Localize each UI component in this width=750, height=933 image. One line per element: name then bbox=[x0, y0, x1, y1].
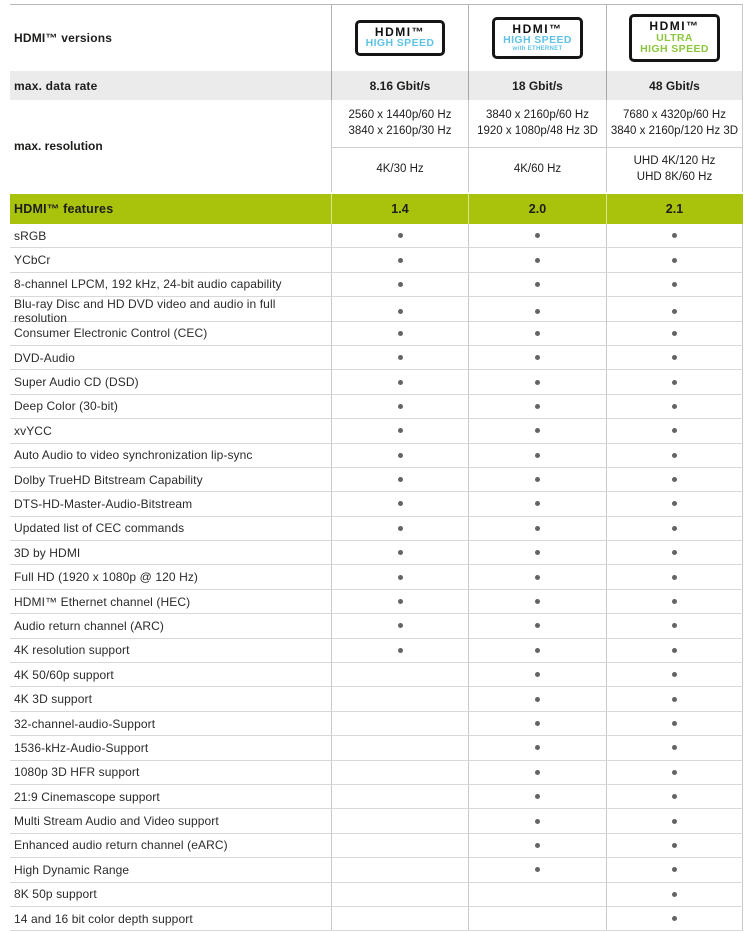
bullet-dot bbox=[535, 599, 540, 604]
feature-support-cell bbox=[606, 614, 743, 637]
feature-support-cell bbox=[468, 248, 606, 271]
feature-row bbox=[10, 761, 743, 785]
feature-support-cell bbox=[331, 517, 468, 540]
feature-support-cell bbox=[468, 907, 606, 930]
feature-support-cell bbox=[468, 346, 606, 369]
feature-support-cell bbox=[606, 370, 743, 393]
feature-support-cell bbox=[606, 541, 743, 564]
bullet-dot bbox=[535, 623, 540, 628]
bullet-dot bbox=[398, 233, 403, 238]
feature-support-cell bbox=[468, 444, 606, 467]
bullet-dot bbox=[535, 404, 540, 409]
bullet-dot bbox=[535, 233, 540, 238]
feature-label: DVD-Audio bbox=[14, 350, 75, 365]
feature-label: xvYCC bbox=[14, 423, 52, 438]
feature-support-cell bbox=[606, 517, 743, 540]
resolution-line: UHD 8K/60 Hz bbox=[636, 171, 713, 183]
feature-support-cell bbox=[606, 590, 743, 613]
logo-text-high-speed: HIGH SPEED bbox=[365, 37, 435, 50]
resolution-line: 4K/60 Hz bbox=[513, 163, 562, 176]
bullet-dot bbox=[398, 258, 403, 263]
resolution-line: 4K/30 Hz bbox=[376, 163, 424, 176]
bullet-dot bbox=[535, 501, 540, 506]
hdmi-wordmark: HDMI™ bbox=[374, 24, 426, 39]
bullet-dot bbox=[672, 843, 677, 848]
feature-support-cell bbox=[468, 761, 606, 784]
data-rate-value-1-4: 8.16 Gbit/s bbox=[331, 71, 468, 100]
bullet-dot bbox=[398, 550, 403, 555]
bullet-dot bbox=[398, 404, 403, 409]
feature-label: sRGB bbox=[14, 228, 47, 243]
feature-row bbox=[10, 663, 743, 687]
feature-support-cell bbox=[331, 224, 468, 247]
bullet-dot bbox=[398, 477, 403, 482]
hdmi-wordmark: HDMI™ bbox=[512, 21, 563, 36]
feature-row bbox=[10, 834, 743, 858]
bullet-dot bbox=[535, 794, 540, 799]
versions-header-label: HDMI™ versions bbox=[14, 31, 113, 45]
feature-label: 21:9 Cinemascope support bbox=[14, 789, 160, 804]
feature-row bbox=[10, 248, 743, 272]
feature-support-cell bbox=[331, 858, 468, 881]
feature-support-cell bbox=[468, 663, 606, 686]
bullet-dot bbox=[672, 526, 677, 531]
feature-support-cell bbox=[468, 858, 606, 881]
feature-support-cell bbox=[606, 883, 743, 906]
feature-row bbox=[10, 517, 743, 541]
bullet-dot bbox=[398, 501, 403, 506]
bullet-dot bbox=[672, 745, 677, 750]
feature-support-cell bbox=[468, 883, 606, 906]
feature-support-cell bbox=[468, 687, 606, 710]
feature-row bbox=[10, 639, 743, 663]
resolution-line: UHD 4K/120 Hz bbox=[633, 155, 716, 168]
bullet-dot bbox=[672, 794, 677, 799]
bullet-dot bbox=[535, 453, 540, 458]
feature-label: Blu-ray Disc and HD DVD video and audio in full resolution bbox=[14, 297, 276, 326]
feature-support-cell bbox=[468, 785, 606, 808]
feature-support-cell bbox=[606, 907, 743, 930]
feature-label: Deep Color (30-bit) bbox=[14, 399, 118, 414]
feature-support-cell bbox=[606, 687, 743, 710]
logo-text-with-ethernet: with ETHERNET bbox=[512, 46, 563, 53]
feature-support-cell bbox=[331, 248, 468, 271]
resolution-line: 3840 x 2160p/30 Hz bbox=[348, 124, 452, 137]
feature-label: 8-channel LPCM, 192 kHz, 24-bit audio capability bbox=[14, 277, 282, 292]
bullet-dot bbox=[535, 745, 540, 750]
feature-row bbox=[10, 541, 743, 565]
feature-support-cell bbox=[468, 565, 606, 588]
bullet-dot bbox=[398, 575, 403, 580]
feature-support-cell bbox=[606, 834, 743, 857]
feature-support-cell bbox=[331, 736, 468, 759]
feature-support-cell bbox=[331, 639, 468, 662]
feature-support-cell bbox=[331, 712, 468, 735]
hdmi-high-speed-logo bbox=[355, 20, 446, 57]
hdmi-comparison-table bbox=[10, 4, 743, 931]
resolution-primary-2-1 bbox=[606, 100, 743, 147]
feature-row bbox=[10, 419, 743, 443]
feature-support-cell bbox=[606, 419, 743, 442]
version-column-hdmi-1-4 bbox=[331, 5, 468, 71]
feature-support-cell bbox=[606, 712, 743, 735]
feature-label: Multi Stream Audio and Video support bbox=[14, 814, 219, 829]
bullet-dot bbox=[398, 526, 403, 531]
bullet-dot bbox=[672, 575, 677, 580]
resolution-line: 1920 x 1080p/48 Hz 3D bbox=[477, 124, 598, 137]
feature-label: 4K resolution support bbox=[14, 643, 130, 658]
feature-support-cell bbox=[468, 834, 606, 857]
feature-row bbox=[10, 468, 743, 492]
feature-row bbox=[10, 370, 743, 394]
feature-support-cell bbox=[606, 639, 743, 662]
resolution-label: max. resolution bbox=[14, 139, 103, 153]
feature-label: 1536-kHz-Audio-Support bbox=[14, 740, 149, 755]
feature-row bbox=[10, 297, 743, 326]
bullet-dot bbox=[535, 575, 540, 580]
bullet-dot bbox=[398, 282, 403, 287]
features-header-label: HDMI™ features bbox=[14, 202, 114, 216]
resolution-line: 7680 x 4320p/60 Hz bbox=[623, 108, 726, 121]
feature-support-cell bbox=[468, 639, 606, 662]
bullet-dot bbox=[535, 309, 540, 314]
feature-support-cell bbox=[468, 517, 606, 540]
feature-support-cell bbox=[331, 785, 468, 808]
version-number-1-4: 1.4 bbox=[331, 194, 468, 224]
feature-support-cell bbox=[468, 468, 606, 491]
bullet-dot bbox=[672, 599, 677, 604]
bullet-dot bbox=[398, 453, 403, 458]
bullet-dot bbox=[535, 770, 540, 775]
feature-support-cell bbox=[331, 883, 468, 906]
resolution-primary-1-4 bbox=[331, 100, 468, 147]
logo-text-high-speed: HIGH SPEED bbox=[503, 34, 572, 47]
bullet-dot bbox=[672, 648, 677, 653]
feature-support-cell bbox=[468, 419, 606, 442]
version-column-hdmi-2-0 bbox=[468, 5, 606, 71]
feature-support-cell bbox=[606, 468, 743, 491]
resolution-secondary-2-0 bbox=[468, 147, 606, 192]
resolution-block bbox=[10, 100, 743, 192]
bullet-dot bbox=[398, 355, 403, 360]
feature-row bbox=[10, 346, 743, 370]
feature-support-cell bbox=[606, 858, 743, 881]
feature-support-cell bbox=[468, 395, 606, 418]
feature-support-cell bbox=[331, 761, 468, 784]
feature-support-cell bbox=[606, 346, 743, 369]
bullet-dot bbox=[398, 380, 403, 385]
feature-support-cell bbox=[331, 834, 468, 857]
feature-rows-container bbox=[10, 224, 743, 931]
feature-support-cell bbox=[331, 370, 468, 393]
bullet-dot bbox=[672, 258, 677, 263]
resolution-line: 2560 x 1440p/60 Hz bbox=[348, 108, 452, 121]
bullet-dot bbox=[535, 843, 540, 848]
feature-support-cell bbox=[468, 809, 606, 832]
feature-label: 14 and 16 bit color depth support bbox=[14, 911, 193, 926]
feature-support-cell bbox=[331, 346, 468, 369]
feature-support-cell bbox=[331, 419, 468, 442]
data-rate-row bbox=[10, 71, 743, 100]
bullet-dot bbox=[535, 867, 540, 872]
bullet-dot bbox=[672, 282, 677, 287]
feature-label: YCbCr bbox=[14, 253, 51, 268]
bullet-dot bbox=[672, 916, 677, 921]
feature-label: Updated list of CEC commands bbox=[14, 521, 185, 536]
feature-support-cell bbox=[468, 541, 606, 564]
bullet-dot bbox=[535, 819, 540, 824]
features-header-row bbox=[10, 194, 743, 224]
data-rate-value-2-0: 18 Gbit/s bbox=[468, 71, 606, 100]
feature-row bbox=[10, 322, 743, 346]
bullet-dot bbox=[672, 672, 677, 677]
bullet-dot bbox=[398, 623, 403, 628]
feature-support-cell bbox=[331, 590, 468, 613]
bullet-dot bbox=[672, 355, 677, 360]
bullet-dot bbox=[535, 331, 540, 336]
feature-row bbox=[10, 883, 743, 907]
bullet-dot bbox=[672, 623, 677, 628]
feature-support-cell bbox=[468, 370, 606, 393]
bullet-dot bbox=[535, 282, 540, 287]
bullet-dot bbox=[535, 697, 540, 702]
feature-support-cell bbox=[331, 541, 468, 564]
bullet-dot bbox=[672, 892, 677, 897]
feature-support-cell bbox=[468, 273, 606, 296]
feature-support-cell bbox=[468, 590, 606, 613]
logo-text-high-speed: HIGH SPEED bbox=[640, 42, 709, 55]
hdmi-high-speed-ethernet-logo bbox=[492, 17, 583, 60]
resolution-secondary-2-1 bbox=[606, 147, 743, 192]
bullet-dot bbox=[672, 233, 677, 238]
feature-row bbox=[10, 224, 743, 248]
bullet-dot bbox=[672, 770, 677, 775]
feature-support-cell bbox=[606, 565, 743, 588]
feature-support-cell bbox=[606, 273, 743, 296]
feature-support-cell bbox=[606, 224, 743, 247]
bullet-dot bbox=[398, 331, 403, 336]
feature-row bbox=[10, 736, 743, 760]
feature-label: HDMI™ Ethernet channel (HEC) bbox=[14, 594, 191, 609]
bullet-dot bbox=[398, 599, 403, 604]
bullet-dot bbox=[535, 526, 540, 531]
feature-support-cell bbox=[468, 322, 606, 345]
bullet-dot bbox=[672, 453, 677, 458]
bullet-dot bbox=[535, 721, 540, 726]
versions-row bbox=[10, 5, 743, 71]
feature-support-cell bbox=[468, 614, 606, 637]
resolution-line: 3840 x 2160p/60 Hz bbox=[486, 108, 589, 121]
feature-support-cell bbox=[606, 492, 743, 515]
hdmi-ultra-high-speed-logo bbox=[629, 14, 720, 62]
bullet-dot bbox=[535, 648, 540, 653]
bullet-dot bbox=[398, 648, 403, 653]
feature-support-cell bbox=[606, 785, 743, 808]
feature-support-cell bbox=[331, 468, 468, 491]
bullet-dot bbox=[672, 550, 677, 555]
feature-row bbox=[10, 492, 743, 516]
hdmi-wordmark: HDMI™ bbox=[649, 19, 700, 34]
bullet-dot bbox=[535, 672, 540, 677]
feature-support-cell bbox=[606, 322, 743, 345]
feature-support-cell bbox=[468, 736, 606, 759]
bullet-dot bbox=[535, 258, 540, 263]
bullet-dot bbox=[672, 309, 677, 314]
feature-row bbox=[10, 444, 743, 468]
data-rate-value-2-1: 48 Gbit/s bbox=[606, 71, 743, 100]
feature-row bbox=[10, 809, 743, 833]
bullet-dot bbox=[672, 428, 677, 433]
bullet-dot bbox=[398, 309, 403, 314]
resolution-primary-2-0 bbox=[468, 100, 606, 147]
feature-support-cell bbox=[606, 809, 743, 832]
feature-label: 4K 3D support bbox=[14, 692, 93, 707]
feature-label: 4K 50/60p support bbox=[14, 667, 114, 682]
feature-label: Audio return channel (ARC) bbox=[14, 618, 165, 633]
feature-row bbox=[10, 590, 743, 614]
bullet-dot bbox=[672, 721, 677, 726]
feature-row bbox=[10, 712, 743, 736]
feature-support-cell bbox=[331, 614, 468, 637]
feature-label: Full HD (1920 x 1080p @ 120 Hz) bbox=[14, 570, 199, 585]
feature-row bbox=[10, 565, 743, 589]
bullet-dot bbox=[535, 550, 540, 555]
data-rate-label: max. data rate bbox=[14, 78, 98, 93]
feature-support-cell bbox=[331, 687, 468, 710]
bullet-dot bbox=[535, 477, 540, 482]
feature-support-cell bbox=[331, 322, 468, 345]
bullet-dot bbox=[672, 867, 677, 872]
bullet-dot bbox=[672, 477, 677, 482]
feature-label: Enhanced audio return channel (eARC) bbox=[14, 838, 228, 853]
feature-support-cell bbox=[468, 712, 606, 735]
feature-row bbox=[10, 273, 743, 297]
feature-label: Dolby TrueHD Bitstream Capability bbox=[14, 472, 203, 487]
feature-label: 1080p 3D HFR support bbox=[14, 765, 140, 780]
feature-row bbox=[10, 395, 743, 419]
feature-label: DTS-HD-Master-Audio-Bitstream bbox=[14, 496, 193, 511]
feature-support-cell bbox=[331, 492, 468, 515]
feature-support-cell bbox=[331, 565, 468, 588]
feature-support-cell bbox=[606, 663, 743, 686]
feature-support-cell bbox=[331, 663, 468, 686]
feature-support-cell bbox=[468, 224, 606, 247]
bullet-dot bbox=[672, 404, 677, 409]
resolution-line: 3840 x 2160p/120 Hz 3D bbox=[610, 124, 739, 137]
feature-label: Consumer Electronic Control (CEC) bbox=[14, 326, 208, 341]
feature-label: 32-channel-audio-Support bbox=[14, 716, 156, 731]
feature-support-cell bbox=[606, 736, 743, 759]
bullet-dot bbox=[535, 355, 540, 360]
feature-label: Super Audio CD (DSD) bbox=[14, 375, 139, 390]
logo-text-ultra: ULTRA bbox=[656, 31, 693, 44]
bullet-dot bbox=[672, 697, 677, 702]
feature-row bbox=[10, 785, 743, 809]
feature-row bbox=[10, 907, 743, 931]
bullet-dot bbox=[398, 428, 403, 433]
feature-label: 3D by HDMI bbox=[14, 545, 81, 560]
feature-support-cell bbox=[468, 492, 606, 515]
feature-label: 8K 50p support bbox=[14, 887, 97, 902]
feature-support-cell bbox=[606, 248, 743, 271]
feature-row bbox=[10, 687, 743, 711]
feature-support-cell bbox=[606, 395, 743, 418]
bullet-dot bbox=[672, 501, 677, 506]
feature-support-cell bbox=[331, 395, 468, 418]
resolution-secondary-1-4 bbox=[331, 147, 468, 192]
feature-row bbox=[10, 614, 743, 638]
feature-support-cell bbox=[331, 809, 468, 832]
bullet-dot bbox=[535, 428, 540, 433]
bullet-dot bbox=[672, 819, 677, 824]
feature-support-cell bbox=[606, 444, 743, 467]
feature-label: Auto Audio to video synchronization lip-sync bbox=[14, 448, 253, 463]
version-number-2-1: 2.1 bbox=[606, 194, 743, 224]
version-number-2-0: 2.0 bbox=[468, 194, 606, 224]
bullet-dot bbox=[672, 380, 677, 385]
bullet-dot bbox=[672, 331, 677, 336]
feature-support-cell bbox=[331, 907, 468, 930]
feature-support-cell bbox=[606, 761, 743, 784]
feature-row bbox=[10, 858, 743, 882]
bullet-dot bbox=[535, 380, 540, 385]
feature-support-cell bbox=[331, 444, 468, 467]
feature-support-cell bbox=[331, 273, 468, 296]
version-column-hdmi-2-1 bbox=[606, 5, 743, 71]
feature-label: High Dynamic Range bbox=[14, 862, 130, 877]
